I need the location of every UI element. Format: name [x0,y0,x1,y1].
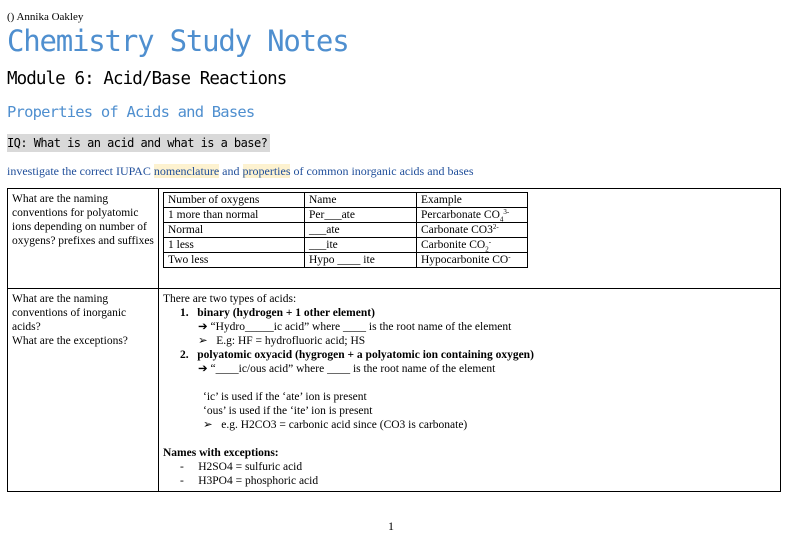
bullet-text: e.g. H2CO3 = carbonic acid since (CO3 is carbonate) [221,419,468,431]
name-cell: Per___ate [305,208,417,223]
question-text: What are the naming conventions for polyatomic ions depending on number of oxygens? prefixes and suffixes [12,193,154,247]
table-row [8,189,781,289]
investigate-text: and [219,164,243,178]
oxygens-cell: Two less [164,253,305,268]
item-title: polyatomic oxyacid (hygrogen + a polyatomic ion containing oxygen) [197,349,534,361]
bullet-text: “____ic/ous acid” where ____ is the root name of the element [210,363,496,375]
name-cell: ___ate [305,223,417,238]
question-text: What are the naming conventions of inorganic acids? [12,293,127,333]
naming-table-row [164,208,528,223]
investigate-text: investigate the correct IUPAC [7,164,154,178]
arrow-bullet [163,362,776,376]
example-cell [417,208,528,223]
superscript: 3- [503,208,510,216]
triangle-bullet [163,334,776,348]
superscript: - [508,253,511,261]
superscript: - [488,238,492,246]
page-number: 1 [388,519,394,533]
spacer [163,432,776,446]
highlight-nomenclature: nomenclature [153,164,220,178]
answer-cell [159,189,781,289]
oxygens-cell: 1 more than normal [164,208,305,223]
bullet-text: “Hydro_____ic acid” where ____ is the root name of the element [210,321,512,333]
example-text: Percarbonate CO [421,209,500,221]
column-header: Name [305,193,417,208]
exception-item [163,474,776,488]
exceptions-title: Names with exceptions: [163,447,279,459]
example-text: Carbonate CO3 [421,224,493,236]
section-heading: Properties of Acids and Bases [7,103,255,121]
naming-table-row [164,223,528,238]
arrow-icon: ➔ [198,321,208,333]
exception-text: H2SO4 = sulfuric acid [198,461,303,473]
arrow-bullet [163,320,776,334]
example-cell [417,253,528,268]
intro-text: There are two types of acids: [163,293,297,305]
question-text: What are the exceptions? [12,335,128,347]
name-cell: Hypo ____ ite [305,253,417,268]
spacer [163,376,776,390]
oxygens-cell: 1 less [164,238,305,253]
naming-table-row [164,238,528,253]
investigate-text: of common inorganic acids and bases [290,164,474,178]
question-cell [8,289,159,492]
exception-text: H3PO4 = phosphoric acid [198,475,319,487]
list-item [163,348,776,362]
inquiry-question: IQ: What is an acid and what is a base? [7,134,270,152]
page-title: Chemistry Study Notes [7,24,349,58]
subscript: 2 [485,245,489,254]
item-number: 2. [180,349,189,361]
triangle-bullet-icon: ➢ [203,419,213,431]
subscript: 4 [499,215,504,224]
question-cell [8,189,159,289]
naming-table [163,192,528,268]
naming-table-row [164,253,528,268]
exception-item [163,460,776,474]
example-bullet [163,418,776,432]
item-number: 1. [180,307,189,319]
arrow-icon: ➔ [198,363,208,375]
triangle-bullet-icon: ➢ [198,335,208,347]
oxygens-cell: Normal [164,223,305,238]
example-text: Hypocarbonite CO [421,254,509,266]
name-cell: ___ite [305,238,417,253]
example-text: Carbonite CO [421,239,486,251]
table-row [8,289,781,492]
naming-table-header [164,193,528,208]
list-item [163,306,776,320]
author-line: () Annika Oakley [7,11,84,23]
rule-text: ‘ous’ is used if the ‘ite’ ion is present [203,405,373,417]
column-header: Example [417,193,528,208]
example-cell [417,238,528,253]
investigate-line [7,164,474,179]
answer-cell [159,289,781,492]
highlight-properties: properties [242,164,291,178]
item-title: binary (hydrogen + 1 other element) [197,307,375,319]
example-cell [417,223,528,238]
notes-table [7,188,781,492]
module-heading: Module 6: Acid/Base Reactions [7,69,287,89]
superscript: 2- [492,223,499,231]
dash-icon: - [180,461,184,473]
bullet-text: E.g: HF = hydrofluoric acid; HS [216,335,366,347]
column-header: Number of oxygens [164,193,305,208]
rule-text: ‘ic’ is used if the ‘ate’ ion is present [203,391,367,403]
dash-icon: - [180,475,184,487]
